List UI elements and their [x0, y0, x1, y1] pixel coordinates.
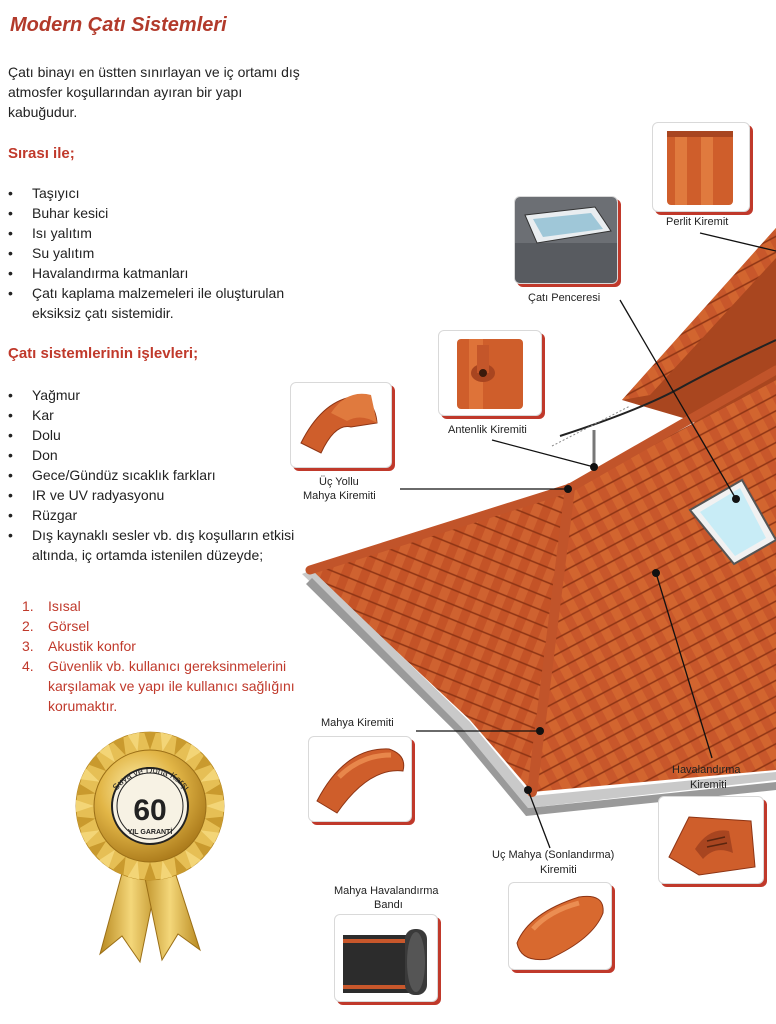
list-item: • Isı yalıtım	[8, 223, 308, 243]
label-end-ridge-1: Uç Mahya (Sonlandırma)	[492, 849, 615, 861]
list-item: • Kar	[8, 405, 308, 425]
numbered-item: 2. Görsel	[22, 618, 90, 634]
list-item: • Rüzgar	[8, 505, 308, 525]
ridge-tile-thumbnail	[308, 736, 412, 822]
badge-arc-text: Suya ve Dona Karşı	[110, 765, 192, 793]
ventilation-tile-thumbnail	[658, 796, 764, 884]
ridge-band-thumbnail	[334, 914, 438, 1002]
ridge-tile-icon	[309, 737, 411, 821]
page-title: Modern Çatı Sistemleri	[10, 14, 227, 36]
label-antenna-tile: Antenlik Kiremiti	[448, 424, 527, 436]
section-heading-order: Sırası ile;	[8, 145, 75, 162]
three-way-ridge-icon	[291, 383, 391, 467]
list-item: • Havalandırma katmanları	[8, 263, 308, 283]
list-item: • IR ve UV radyasyonu	[8, 485, 308, 505]
list-item: • Çatı kaplama malzemeleri ile oluşturulan eksiksiz çatı sistemidir.	[8, 283, 308, 323]
label-ridge-band-2: Bandı	[374, 899, 403, 911]
list-item: • Buhar kesici	[8, 203, 308, 223]
list-item: • Don	[8, 445, 308, 465]
list-item: • Dolu	[8, 425, 308, 445]
list-item: • Gece/Gündüz sıcaklık farkları	[8, 465, 308, 485]
label-ridge-tile: Mahya Kiremiti	[321, 717, 394, 729]
end-ridge-tile-thumbnail	[508, 882, 612, 970]
badge-number: 60	[133, 794, 167, 827]
label-three-way-2: Mahya Kiremiti	[303, 490, 376, 502]
list-item: • Dış kaynaklı sesler vb. dış koşulların etkisi altında, iç ortamda istenilen düzeyde;	[8, 525, 308, 565]
three-way-ridge-thumbnail	[290, 382, 392, 468]
numbered-item: 3. Akustik konfor	[22, 638, 136, 654]
end-ridge-tile-icon	[509, 883, 611, 969]
antenna-tile-thumbnail	[438, 330, 542, 416]
badge-bottom-text: YIL GARANTİ	[127, 829, 173, 836]
antenna-tile-icon	[439, 331, 541, 415]
list-item: • Yağmur	[8, 385, 308, 405]
label-perlit: Perlit Kiremit	[666, 216, 729, 228]
intro-paragraph: Çatı binayı en üstten sınırlayan ve iç ortamı dış atmosfer koşullarından ayıran bir yapı kabuğudur.	[8, 64, 300, 120]
ventilation-tile-icon	[659, 797, 763, 883]
label-ridge-band-1: Mahya Havalandırma	[334, 885, 439, 897]
list-item: • Taşıyıcı	[8, 183, 308, 203]
label-end-ridge-2: Kiremiti	[540, 864, 577, 876]
perlit-tile-icon	[653, 123, 749, 211]
numbered-item: 1. Isısal	[22, 598, 81, 614]
roof-window-thumbnail	[514, 196, 618, 284]
perlit-tile-thumbnail	[652, 122, 750, 212]
label-roof-window: Çatı Penceresi	[528, 292, 601, 304]
label-ventilation-2: Kiremiti	[690, 779, 727, 791]
numbered-item: 4. Güvenlik vb. kullanıcı gereksinmelerini karşılamak ve yapı ile kullanıcı sağlığını korumaktır.	[22, 658, 295, 714]
section-heading-functions: Çatı sistemlerinin işlevleri;	[8, 345, 199, 362]
ridge-band-icon	[335, 915, 437, 1001]
label-ventilation-1: Havalandırma	[672, 764, 741, 776]
label-three-way-1: Üç Yollu	[319, 476, 359, 488]
roof-window-icon	[515, 197, 617, 283]
list-item: • Su yalıtım	[8, 243, 308, 263]
